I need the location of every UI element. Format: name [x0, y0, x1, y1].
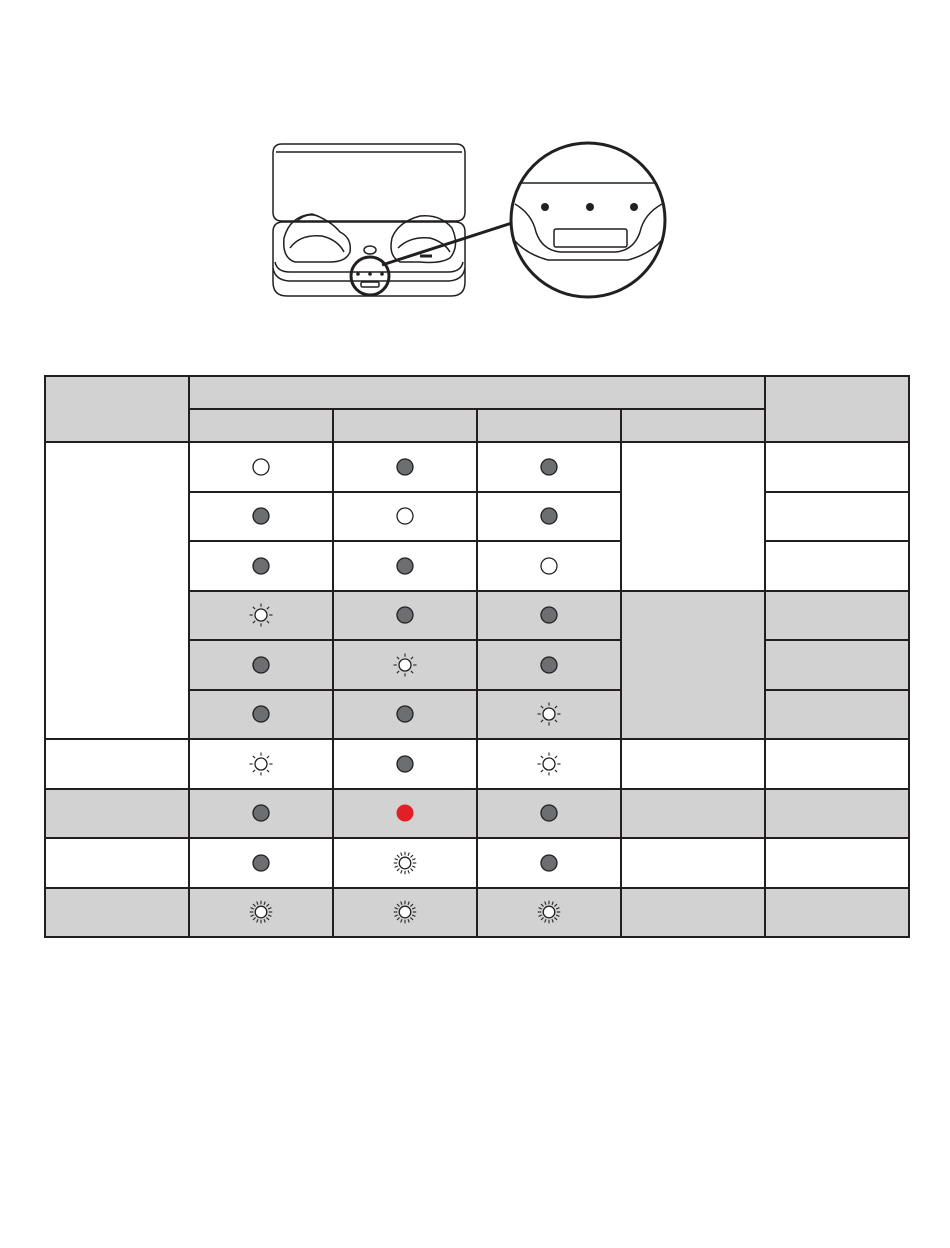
led-off-icon — [393, 702, 417, 726]
led-cell — [333, 591, 477, 641]
table-row — [45, 888, 909, 938]
led-off-icon — [393, 752, 417, 776]
header-led-2 — [333, 409, 477, 442]
led-off-icon — [537, 504, 561, 528]
table-row — [45, 739, 909, 789]
merged-cell — [621, 888, 765, 938]
description-cell — [765, 442, 909, 492]
led-cell — [333, 442, 477, 492]
led-cell — [477, 492, 621, 542]
merged-cell — [621, 789, 765, 839]
led-blink-white-icon — [393, 900, 417, 924]
status-cell — [45, 739, 189, 789]
led-off-icon — [249, 554, 273, 578]
description-cell — [765, 838, 909, 888]
led-cell — [189, 690, 333, 740]
header-led-indicators — [189, 376, 765, 409]
description-cell — [765, 789, 909, 839]
led-pulse-white-icon — [249, 603, 273, 627]
led-off-icon — [537, 603, 561, 627]
led-cell — [333, 640, 477, 690]
led-off-icon — [393, 455, 417, 479]
merged-cell — [621, 838, 765, 888]
led-pulse-white-icon — [249, 752, 273, 776]
led-off-icon — [393, 603, 417, 627]
description-cell — [765, 690, 909, 740]
status-cell — [45, 442, 189, 739]
led-off-icon — [249, 851, 273, 875]
led-off-icon — [537, 653, 561, 677]
led-cell — [477, 640, 621, 690]
led-cell — [333, 838, 477, 888]
led-cell — [477, 789, 621, 839]
header-led-3 — [477, 409, 621, 442]
status-cell — [45, 789, 189, 839]
description-cell — [765, 739, 909, 789]
led-off-icon — [249, 801, 273, 825]
led-cell — [189, 888, 333, 938]
header-led-4 — [621, 409, 765, 442]
led-pulse-white-icon — [537, 752, 561, 776]
led-off-icon — [537, 455, 561, 479]
led-cell — [189, 640, 333, 690]
merged-cell — [621, 739, 765, 789]
led-off-icon — [537, 801, 561, 825]
table-row — [45, 442, 909, 492]
header-led-1 — [189, 409, 333, 442]
status-cell — [45, 838, 189, 888]
merged-cell — [621, 442, 765, 591]
led-cell — [189, 789, 333, 839]
led-off-icon — [249, 653, 273, 677]
led-off-icon — [393, 554, 417, 578]
led-cell — [477, 838, 621, 888]
led-cell — [189, 739, 333, 789]
led-blink-white-icon — [393, 851, 417, 875]
description-cell — [765, 541, 909, 591]
led-cell — [477, 690, 621, 740]
led-cell — [189, 838, 333, 888]
led-indicator-zoom-icon — [511, 143, 665, 297]
description-cell — [765, 640, 909, 690]
led-pulse-white-icon — [537, 702, 561, 726]
charging-case-illustration — [0, 0, 950, 340]
led-blink-white-icon — [249, 900, 273, 924]
led-cell — [333, 888, 477, 938]
status-cell — [45, 888, 189, 938]
led-cell — [189, 541, 333, 591]
led-solid-white-icon — [393, 504, 417, 528]
led-off-icon — [249, 504, 273, 528]
header-description — [765, 376, 909, 442]
description-cell — [765, 888, 909, 938]
description-cell — [765, 492, 909, 542]
table-row — [45, 838, 909, 888]
led-blink-white-icon — [537, 900, 561, 924]
led-cell — [189, 442, 333, 492]
led-solid-white-icon — [249, 455, 273, 479]
led-cell — [333, 739, 477, 789]
table-row — [45, 789, 909, 839]
header-status — [45, 376, 189, 442]
led-cell — [189, 591, 333, 641]
led-off-icon — [249, 702, 273, 726]
description-cell — [765, 591, 909, 641]
led-cell — [333, 690, 477, 740]
led-off-icon — [537, 851, 561, 875]
led-cell — [333, 492, 477, 542]
led-cell — [189, 492, 333, 542]
led-cell — [477, 888, 621, 938]
led-solid-white-icon — [537, 554, 561, 578]
earbuds-charging-case-icon — [273, 144, 512, 296]
led-pulse-white-icon — [393, 653, 417, 677]
led-solid-red-icon — [393, 801, 417, 825]
led-cell — [477, 442, 621, 492]
led-cell — [333, 789, 477, 839]
led-cell — [477, 739, 621, 789]
led-cell — [477, 541, 621, 591]
led-cell — [477, 591, 621, 641]
led-status-table — [44, 375, 910, 938]
led-cell — [333, 541, 477, 591]
merged-cell — [621, 591, 765, 740]
